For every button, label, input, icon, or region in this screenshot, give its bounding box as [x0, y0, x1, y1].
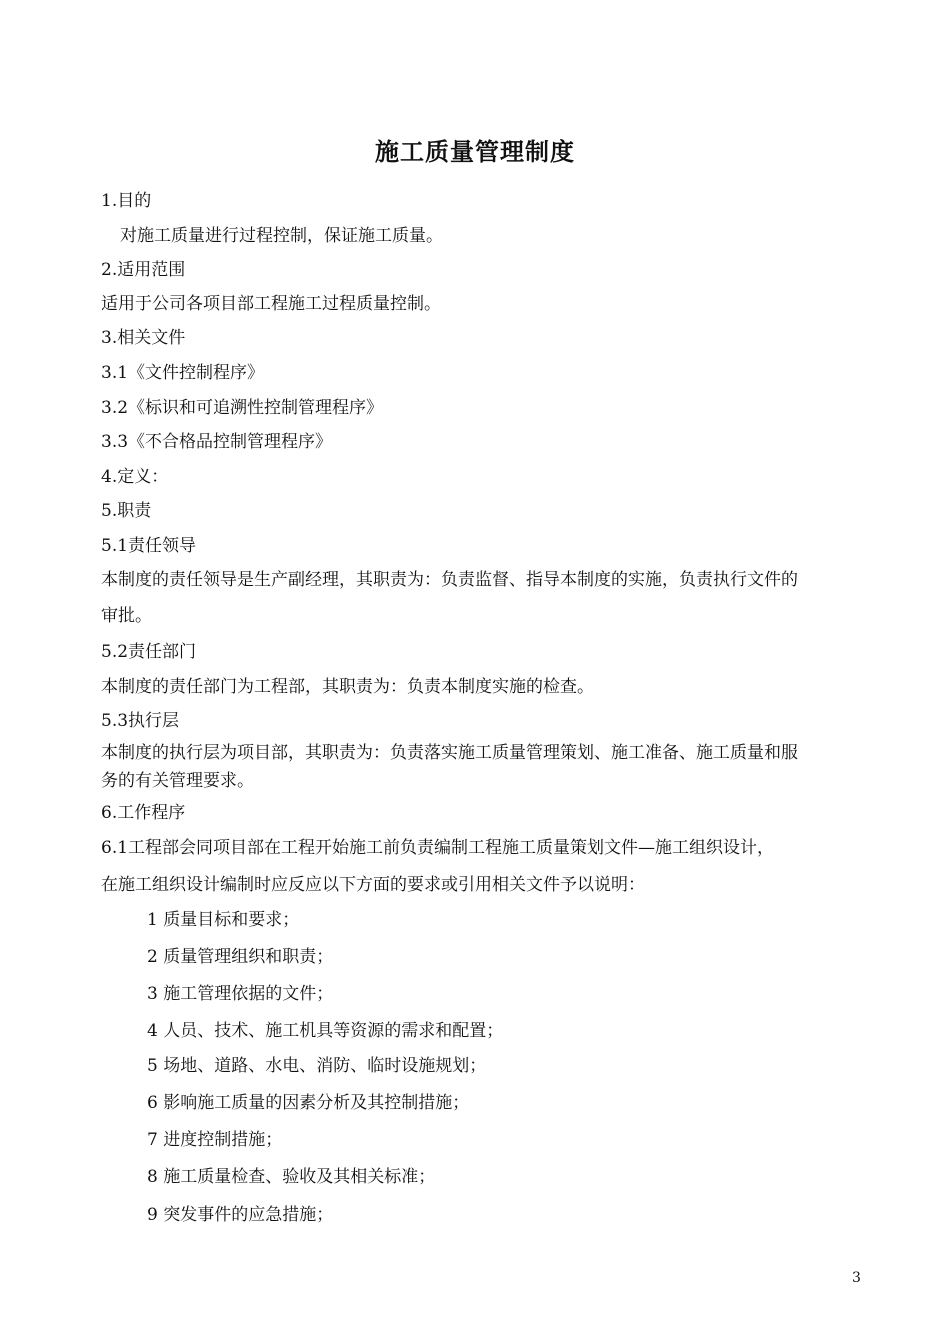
section-heading-definition: 4.定义： — [101, 467, 169, 487]
subheading-execution-level: 5.3执行层 — [101, 711, 180, 731]
paragraph-procedure-cont: 在施工组织设计编制时应反应以下方面的要求或引用相关文件予以说明： — [101, 875, 645, 895]
document-title: 施工质量管理制度 — [375, 138, 575, 166]
paragraph-responsible-dept: 本制度的责任部门为工程部，其职责为：负责本制度实施的检查。 — [101, 677, 594, 697]
paragraph-responsible-leader-cont: 审批。 — [101, 606, 152, 626]
paragraph-responsible-leader: 本制度的责任领导是生产副经理，其职责为：负责监督、指导本制度的实施，负责执行文件的 — [101, 570, 798, 590]
list-item: 3 施工管理依据的文件； — [147, 984, 334, 1004]
page-number: 3 — [852, 1270, 861, 1286]
list-item: 5 场地、道路、水电、消防、临时设施规划； — [147, 1056, 487, 1076]
related-doc-item: 3.2《标识和可追溯性控制管理程序》 — [101, 398, 384, 418]
section-heading-duties: 5.职责 — [101, 501, 152, 521]
list-item: 4 人员、技术、施工机具等资源的需求和配置； — [147, 1021, 504, 1041]
paragraph-purpose: 对施工质量进行过程控制，保证施工质量。 — [120, 226, 443, 246]
list-item: 6 影响施工质量的因素分析及其控制措施； — [147, 1093, 470, 1113]
paragraph-execution-level: 本制度的执行层为项目部，其职责为：负责落实施工质量管理策划、施工准备、施工质量和服 — [101, 743, 798, 763]
list-item: 8 施工质量检查、验收及其相关标准； — [147, 1167, 436, 1187]
section-heading-procedure: 6.工作程序 — [101, 803, 186, 823]
section-heading-purpose: 1.目的 — [101, 191, 152, 211]
subheading-responsible-leader: 5.1责任领导 — [101, 536, 197, 556]
list-item: 7 进度控制措施； — [147, 1130, 283, 1150]
list-item: 2 质量管理组织和职责； — [147, 947, 334, 967]
section-heading-related-docs: 3.相关文件 — [101, 328, 186, 348]
related-doc-item: 3.3《不合格品控制管理程序》 — [101, 432, 333, 452]
related-doc-item: 3.1《文件控制程序》 — [101, 363, 265, 383]
list-item: 9 突发事件的应急措施； — [147, 1205, 334, 1225]
list-item: 1 质量目标和要求； — [147, 910, 300, 930]
section-heading-scope: 2.适用范围 — [101, 260, 186, 280]
subheading-responsible-dept: 5.2责任部门 — [101, 642, 197, 662]
paragraph-scope: 适用于公司各项目部工程施工过程质量控制。 — [101, 294, 441, 314]
paragraph-execution-level-cont: 务的有关管理要求。 — [101, 771, 254, 791]
paragraph-procedure: 6.1工程部会同项目部在工程开始施工前负责编制工程施工质量策划文件—施工组织设计， — [101, 838, 775, 858]
